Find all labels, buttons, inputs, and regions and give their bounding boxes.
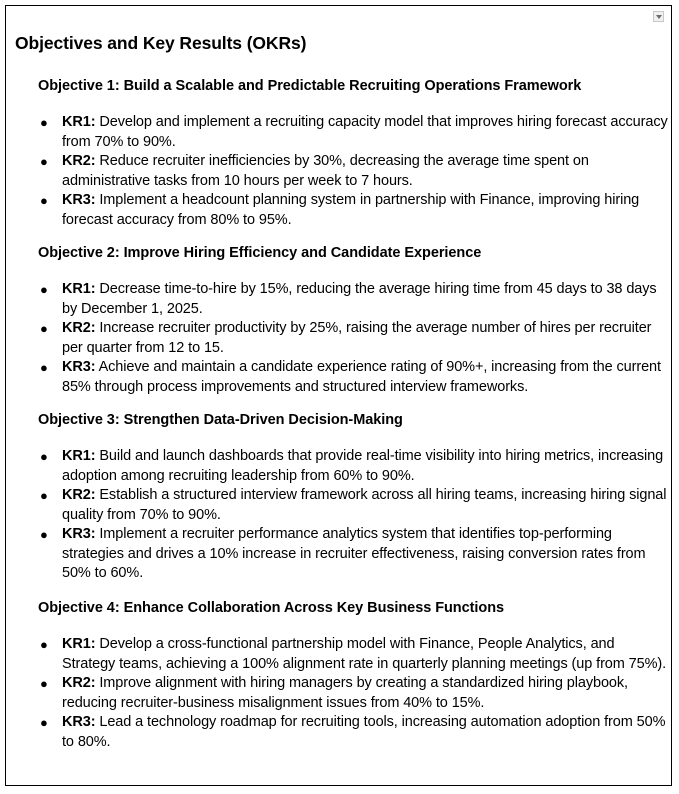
key-result-text: Implement a recruiter performance analytics system that identifies top-performing strategies and drives a 10% increase in recruiter effectiveness, raising conversion rates from 50% to 60%. bbox=[62, 526, 646, 581]
key-result-item bbox=[38, 486, 668, 525]
bullet-icon: ● bbox=[40, 715, 48, 730]
key-result-item bbox=[38, 191, 668, 230]
key-result-label: KR1: bbox=[62, 636, 96, 652]
key-result-text: Achieve and maintain a candidate experience rating of 90%+, increasing from the current 85% through process improvements and structured interview frameworks. bbox=[62, 359, 661, 395]
key-result-text: Develop and implement a recruiting capacity model that improves hiring forecast accuracy from 70% to 90%. bbox=[62, 114, 668, 150]
key-result-label: KR3: bbox=[62, 359, 96, 375]
page-title: Objectives and Key Results (OKRs) bbox=[15, 33, 307, 53]
objective-heading: Objective 4: Enhance Collaboration Across Key Business Functions bbox=[38, 600, 505, 616]
key-results-list bbox=[38, 635, 668, 752]
objective-heading: Objective 1: Build a Scalable and Predictable Recruiting Operations Framework bbox=[38, 78, 582, 94]
bullet-icon: ● bbox=[40, 360, 48, 375]
key-result-text: Establish a structured interview framework across all hiring teams, increasing hiring signal quality from 70% to 90%. bbox=[62, 487, 667, 523]
key-result-label: KR2: bbox=[62, 320, 96, 336]
bullet-icon: ● bbox=[40, 637, 48, 652]
key-result-label: KR3: bbox=[62, 526, 96, 542]
bullet-icon: ● bbox=[40, 193, 48, 208]
bullet-icon: ● bbox=[40, 449, 48, 464]
key-result-item bbox=[38, 447, 668, 486]
bullet-icon: ● bbox=[40, 527, 48, 542]
key-results-list bbox=[38, 447, 668, 584]
objective-section bbox=[38, 244, 668, 397]
key-result-item bbox=[38, 635, 668, 674]
document-frame bbox=[5, 5, 672, 786]
key-result-label: KR1: bbox=[62, 448, 96, 464]
key-result-text: Build and launch dashboards that provide real-time visibility into hiring metrics, increasing adoption among recruiting leadership from 60% to 90%. bbox=[62, 448, 664, 484]
bullet-icon: ● bbox=[40, 282, 48, 297]
key-result-text: Implement a headcount planning system in partnership with Finance, improving hiring forecast accuracy from 80% to 95%. bbox=[62, 192, 640, 228]
key-result-item bbox=[38, 319, 668, 358]
key-results-list bbox=[38, 113, 668, 230]
key-result-item bbox=[38, 713, 668, 752]
bullet-icon: ● bbox=[40, 321, 48, 336]
key-result-text: Develop a cross-functional partnership model with Finance, People Analytics, and Strategy teams, achieving a 100% alignment rate in quarterly planning meetings (up from 75%). bbox=[62, 636, 667, 672]
key-results-list bbox=[38, 280, 668, 397]
objective-section bbox=[38, 411, 668, 584]
objective-heading: Objective 3: Strengthen Data-Driven Decision-Making bbox=[38, 412, 403, 428]
key-result-item bbox=[38, 113, 668, 152]
key-result-label: KR2: bbox=[62, 487, 96, 503]
key-result-item bbox=[38, 674, 668, 713]
key-result-item bbox=[38, 358, 668, 397]
key-result-item bbox=[38, 152, 668, 191]
key-result-text: Lead a technology roadmap for recruiting tools, increasing automation adoption from 50% to 80%. bbox=[62, 714, 666, 750]
objective-heading: Objective 2: Improve Hiring Efficiency and Candidate Experience bbox=[38, 245, 482, 261]
bullet-icon: ● bbox=[40, 115, 48, 130]
key-result-label: KR1: bbox=[62, 114, 96, 130]
key-result-text: Reduce recruiter inefficiencies by 30%, decreasing the average time spent on administrative tasks from 10 hours per week to 7 hours. bbox=[62, 153, 589, 189]
objective-section bbox=[38, 599, 668, 752]
key-result-text: Improve alignment with hiring managers by creating a standardized hiring playbook, reducing recruiter-business misalignment issues from 40% to 15%. bbox=[62, 675, 628, 711]
key-result-label: KR2: bbox=[62, 153, 96, 169]
key-result-label: KR3: bbox=[62, 192, 96, 208]
key-result-text: Increase recruiter productivity by 25%, raising the average number of hires per recruiter per quarter from 12 to 15. bbox=[62, 320, 652, 356]
key-result-label: KR3: bbox=[62, 714, 96, 730]
bullet-icon: ● bbox=[40, 676, 48, 691]
bullet-icon: ● bbox=[40, 488, 48, 503]
key-result-label: KR1: bbox=[62, 281, 96, 297]
bullet-icon: ● bbox=[40, 154, 48, 169]
key-result-item bbox=[38, 280, 668, 319]
key-result-text: Decrease time-to-hire by 15%, reducing the average hiring time from 45 days to 38 days by December 1, 2025. bbox=[62, 281, 657, 317]
objective-section bbox=[38, 77, 668, 230]
key-result-item bbox=[38, 525, 668, 584]
key-result-label: KR2: bbox=[62, 675, 96, 691]
dropdown-arrow-icon[interactable] bbox=[653, 11, 664, 22]
